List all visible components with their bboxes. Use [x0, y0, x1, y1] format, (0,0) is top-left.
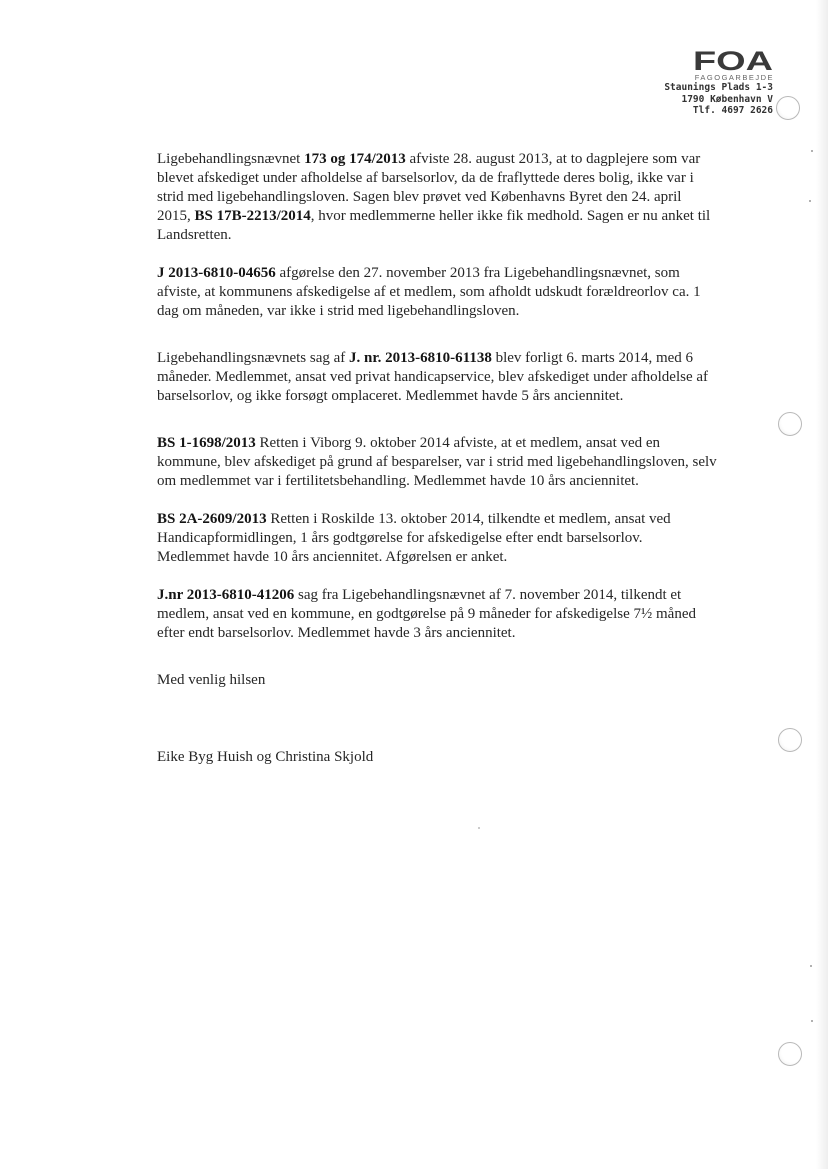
paragraph-text: Retten i Roskilde 13. oktober 2014, tilkendte et medlem, ansat ved Handicapformidlingen, 1 års godtgørelse for afskedigelse efter endt barselsorlov. Medlemmet havde 10 års anciennitet. Afgørelsen er anket. — [157, 511, 671, 565]
case-reference: BS 2A-2609/2013 — [157, 511, 267, 527]
paragraph-2 — [157, 264, 717, 321]
scan-speck — [810, 965, 812, 967]
punch-hole-4 — [778, 1042, 802, 1066]
scan-speck — [809, 200, 811, 202]
paragraph-3 — [157, 349, 717, 406]
case-reference: J.nr 2013-6810-41206 — [157, 587, 295, 603]
paragraph-6 — [157, 586, 717, 643]
paragraph-4 — [157, 434, 717, 491]
punch-hole-1 — [776, 96, 800, 120]
punch-hole-3 — [778, 728, 802, 752]
letter-body — [157, 150, 717, 767]
page-edge-shadow — [816, 0, 828, 1169]
paragraph-text: , hvor medlemmerne heller ikke fik medhold. Sagen er nu anket til Landsretten. — [157, 208, 711, 243]
paragraph-text: afgørelse den 27. november 2013 fra Ligebehandlingsnævnet, som afviste, at kommunens afskedigelse af et medlem, som afholdt udskudt forældreorlov ca. 1 dag om måneden, var ikke i strid med ligebehandlingsloven. — [157, 265, 701, 319]
address-city: 1790 København V — [681, 93, 773, 105]
scan-speck — [811, 150, 813, 152]
paragraph-1 — [157, 150, 717, 245]
case-reference: J. nr. 2013-6810-61138 — [349, 350, 492, 366]
logo-text: FOA — [693, 48, 773, 72]
paragraph-5 — [157, 510, 717, 567]
address-phone: Tlf. 4697 2626 — [692, 105, 773, 116]
case-reference: J 2013-6810-04656 — [157, 265, 276, 281]
paragraph-text: Retten i Viborg 9. oktober 2014 afviste, at et medlem, ansat ved en kommune, blev afskediget på grund af besparelser, var i strid med ligebehandlingsloven, selv om medlemmet var i fertilitetsbehandling. Medlemmet havde 10 års anciennitet. — [157, 435, 717, 489]
paragraph-text: sag fra Ligebehandlingsnævnet af 7. november 2014, tilkendt et medlem, ansat ved en kommune, en godtgørelse på 9 måneder for afskedigelse 7½ måned efter endt barselsorlov. Medlemmet havde 3 års anciennitet. — [157, 587, 696, 641]
punch-hole-2 — [778, 412, 802, 436]
case-reference: BS 17B-2213/2014 — [194, 208, 311, 224]
address-street: Staunings Plads 1-3 — [664, 82, 773, 93]
letterhead — [633, 48, 773, 117]
case-reference: 173 og 174/2013 — [304, 151, 406, 167]
paragraph-text: Ligebehandlingsnævnet — [157, 151, 305, 167]
scan-speck — [811, 1020, 813, 1022]
paragraph-text: afviste 28. august 2013, at to dagplejere som var blevet afskediget under afholdelse af barselsorlov, da de fraflyttede deres bolig, ikke var i strid med ligebehandlingsloven. Sagen blev prøvet ved Københavns Byret den 24. april 2015, — [157, 151, 701, 224]
paragraph-text: blev forligt 6. marts 2014, med 6 måneder. Medlemmet, ansat ved privat handicapservice, blev afskediget under afholdelse af barselsorlov, og ikke forsøgt omplaceret. Medlemmet havde 5 års anciennitet. — [157, 350, 709, 404]
signature: Eike Byg Huish og Christina Skjold — [157, 749, 374, 765]
scan-speck — [478, 827, 480, 829]
closing-greeting: Med venlig hilsen — [157, 672, 266, 688]
logo-subtitle: FAGOGARBEJDE — [694, 73, 774, 82]
foa-logo — [693, 48, 773, 72]
case-reference: BS 1-1698/2013 — [157, 435, 256, 451]
paragraph-text: Ligebehandlingsnævnets sag af — [157, 350, 350, 366]
